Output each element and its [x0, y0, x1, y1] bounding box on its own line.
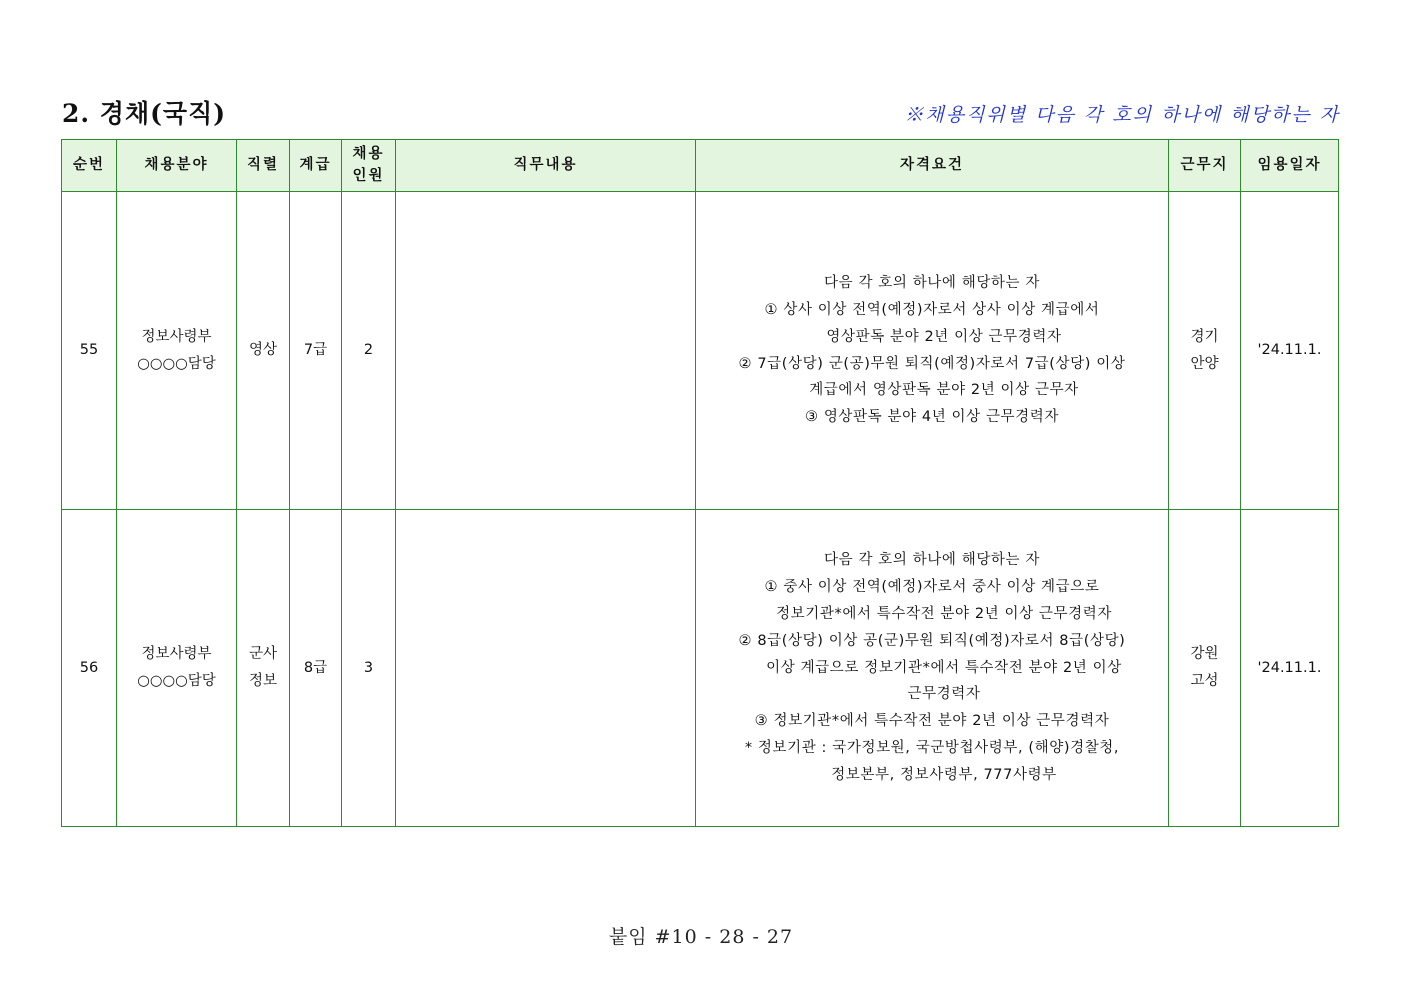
- qual-item: ③ 영상판독 분야 4년 이상 근무경력자: [805, 409, 1059, 426]
- qual-item-continued: 영상판독 분야 2년 이상 근무경력자: [826, 328, 1062, 345]
- row-qualifications: [696, 510, 1169, 827]
- location-line: 고성: [1190, 673, 1219, 689]
- qual-footnote-continued: 정보본부, 정보사령부, 777사령부: [831, 766, 1057, 783]
- header-duties: 직무내용: [396, 140, 696, 192]
- header-no: 순번: [62, 140, 117, 192]
- header-qualifications: 자격요건: [696, 140, 1169, 192]
- row-start-date: '24.11.1.: [1241, 192, 1339, 510]
- recruitment-table: [61, 139, 1339, 827]
- qual-item-continued: 정보기관*에서 특수작전 분야 2년 이상 근무경력자: [776, 605, 1112, 622]
- qual-intro: 다음 각 호의 하나에 해당하는 자: [824, 275, 1040, 292]
- qual-item: ① 중사 이상 전역(예정)자로서 중사 이상 계급으로: [764, 579, 1100, 596]
- page-title: 2. 경채(국직): [62, 99, 227, 128]
- page-number: 붙임 #10 - 28 - 27: [608, 926, 794, 948]
- header-field: 채용분야: [117, 140, 237, 192]
- row-location: [1169, 510, 1241, 827]
- table-row: [62, 510, 1339, 827]
- row-count: 2: [342, 192, 396, 510]
- row-field: [117, 192, 237, 510]
- qual-item: ① 상사 이상 전역(예정)자로서 상사 이상 계급에서: [764, 301, 1100, 318]
- header-grade: 계급: [290, 140, 342, 192]
- qual-item-continued: 근무경력자: [907, 686, 981, 703]
- header-location: 근무지: [1169, 140, 1241, 192]
- row-location: [1169, 192, 1241, 510]
- qual-footnote: * 정보기관 : 국가정보원, 국군방첩사령부, (해양)경찰청,: [744, 740, 1120, 757]
- row-grade: 8급: [290, 510, 342, 827]
- qual-intro: 다음 각 호의 하나에 해당하는 자: [824, 552, 1040, 569]
- row-duties: [396, 192, 696, 510]
- location-line: 안양: [1190, 355, 1219, 372]
- row-grade: 7급: [290, 192, 342, 510]
- location-line: 경기: [1190, 328, 1219, 345]
- qual-item-continued: 이상 계급으로 정보기관*에서 특수작전 분야 2년 이상: [766, 659, 1122, 676]
- location-line: 강원: [1190, 646, 1219, 663]
- position-line: 군사: [248, 646, 277, 663]
- header-start-date: 임용일자: [1241, 140, 1339, 192]
- header-count-line1: 채용: [352, 146, 385, 163]
- qual-item: ② 8급(상당) 이상 공(군)무원 퇴직(예정)자로서 8급(상당): [738, 632, 1126, 649]
- position-line: 영상: [248, 342, 277, 359]
- row-no: 55: [62, 192, 117, 510]
- field-line: ○○○○담당: [137, 673, 216, 689]
- header-count-line2: 인원: [352, 167, 385, 184]
- row-field: [117, 510, 237, 827]
- row-count: 3: [342, 510, 396, 827]
- header-count: [342, 140, 396, 192]
- table-header-row: [62, 140, 1339, 192]
- field-line: ○○○○담당: [137, 355, 216, 372]
- header-position: 직렬: [237, 140, 290, 192]
- field-line: 정보사령부: [141, 646, 212, 663]
- position-line: 정보: [248, 673, 277, 689]
- field-line: 정보사령부: [141, 328, 212, 345]
- row-duties: [396, 510, 696, 827]
- qual-item: ③ 정보기관*에서 특수작전 분야 2년 이상 근무경력자: [754, 713, 1110, 730]
- row-qualifications: [696, 192, 1169, 510]
- qual-item-continued: 계급에서 영상판독 분야 2년 이상 근무자: [809, 382, 1079, 399]
- qual-item: ② 7급(상당) 군(공)무원 퇴직(예정)자로서 7급(상당) 이상: [738, 355, 1126, 372]
- selection-criteria-note: ※채용직위별 다음 각 호의 하나에 해당하는 자: [904, 104, 1340, 126]
- row-no: 56: [62, 510, 117, 827]
- row-position: [237, 510, 290, 827]
- row-start-date: '24.11.1.: [1241, 510, 1339, 827]
- table-row: [62, 192, 1339, 510]
- row-position: [237, 192, 290, 510]
